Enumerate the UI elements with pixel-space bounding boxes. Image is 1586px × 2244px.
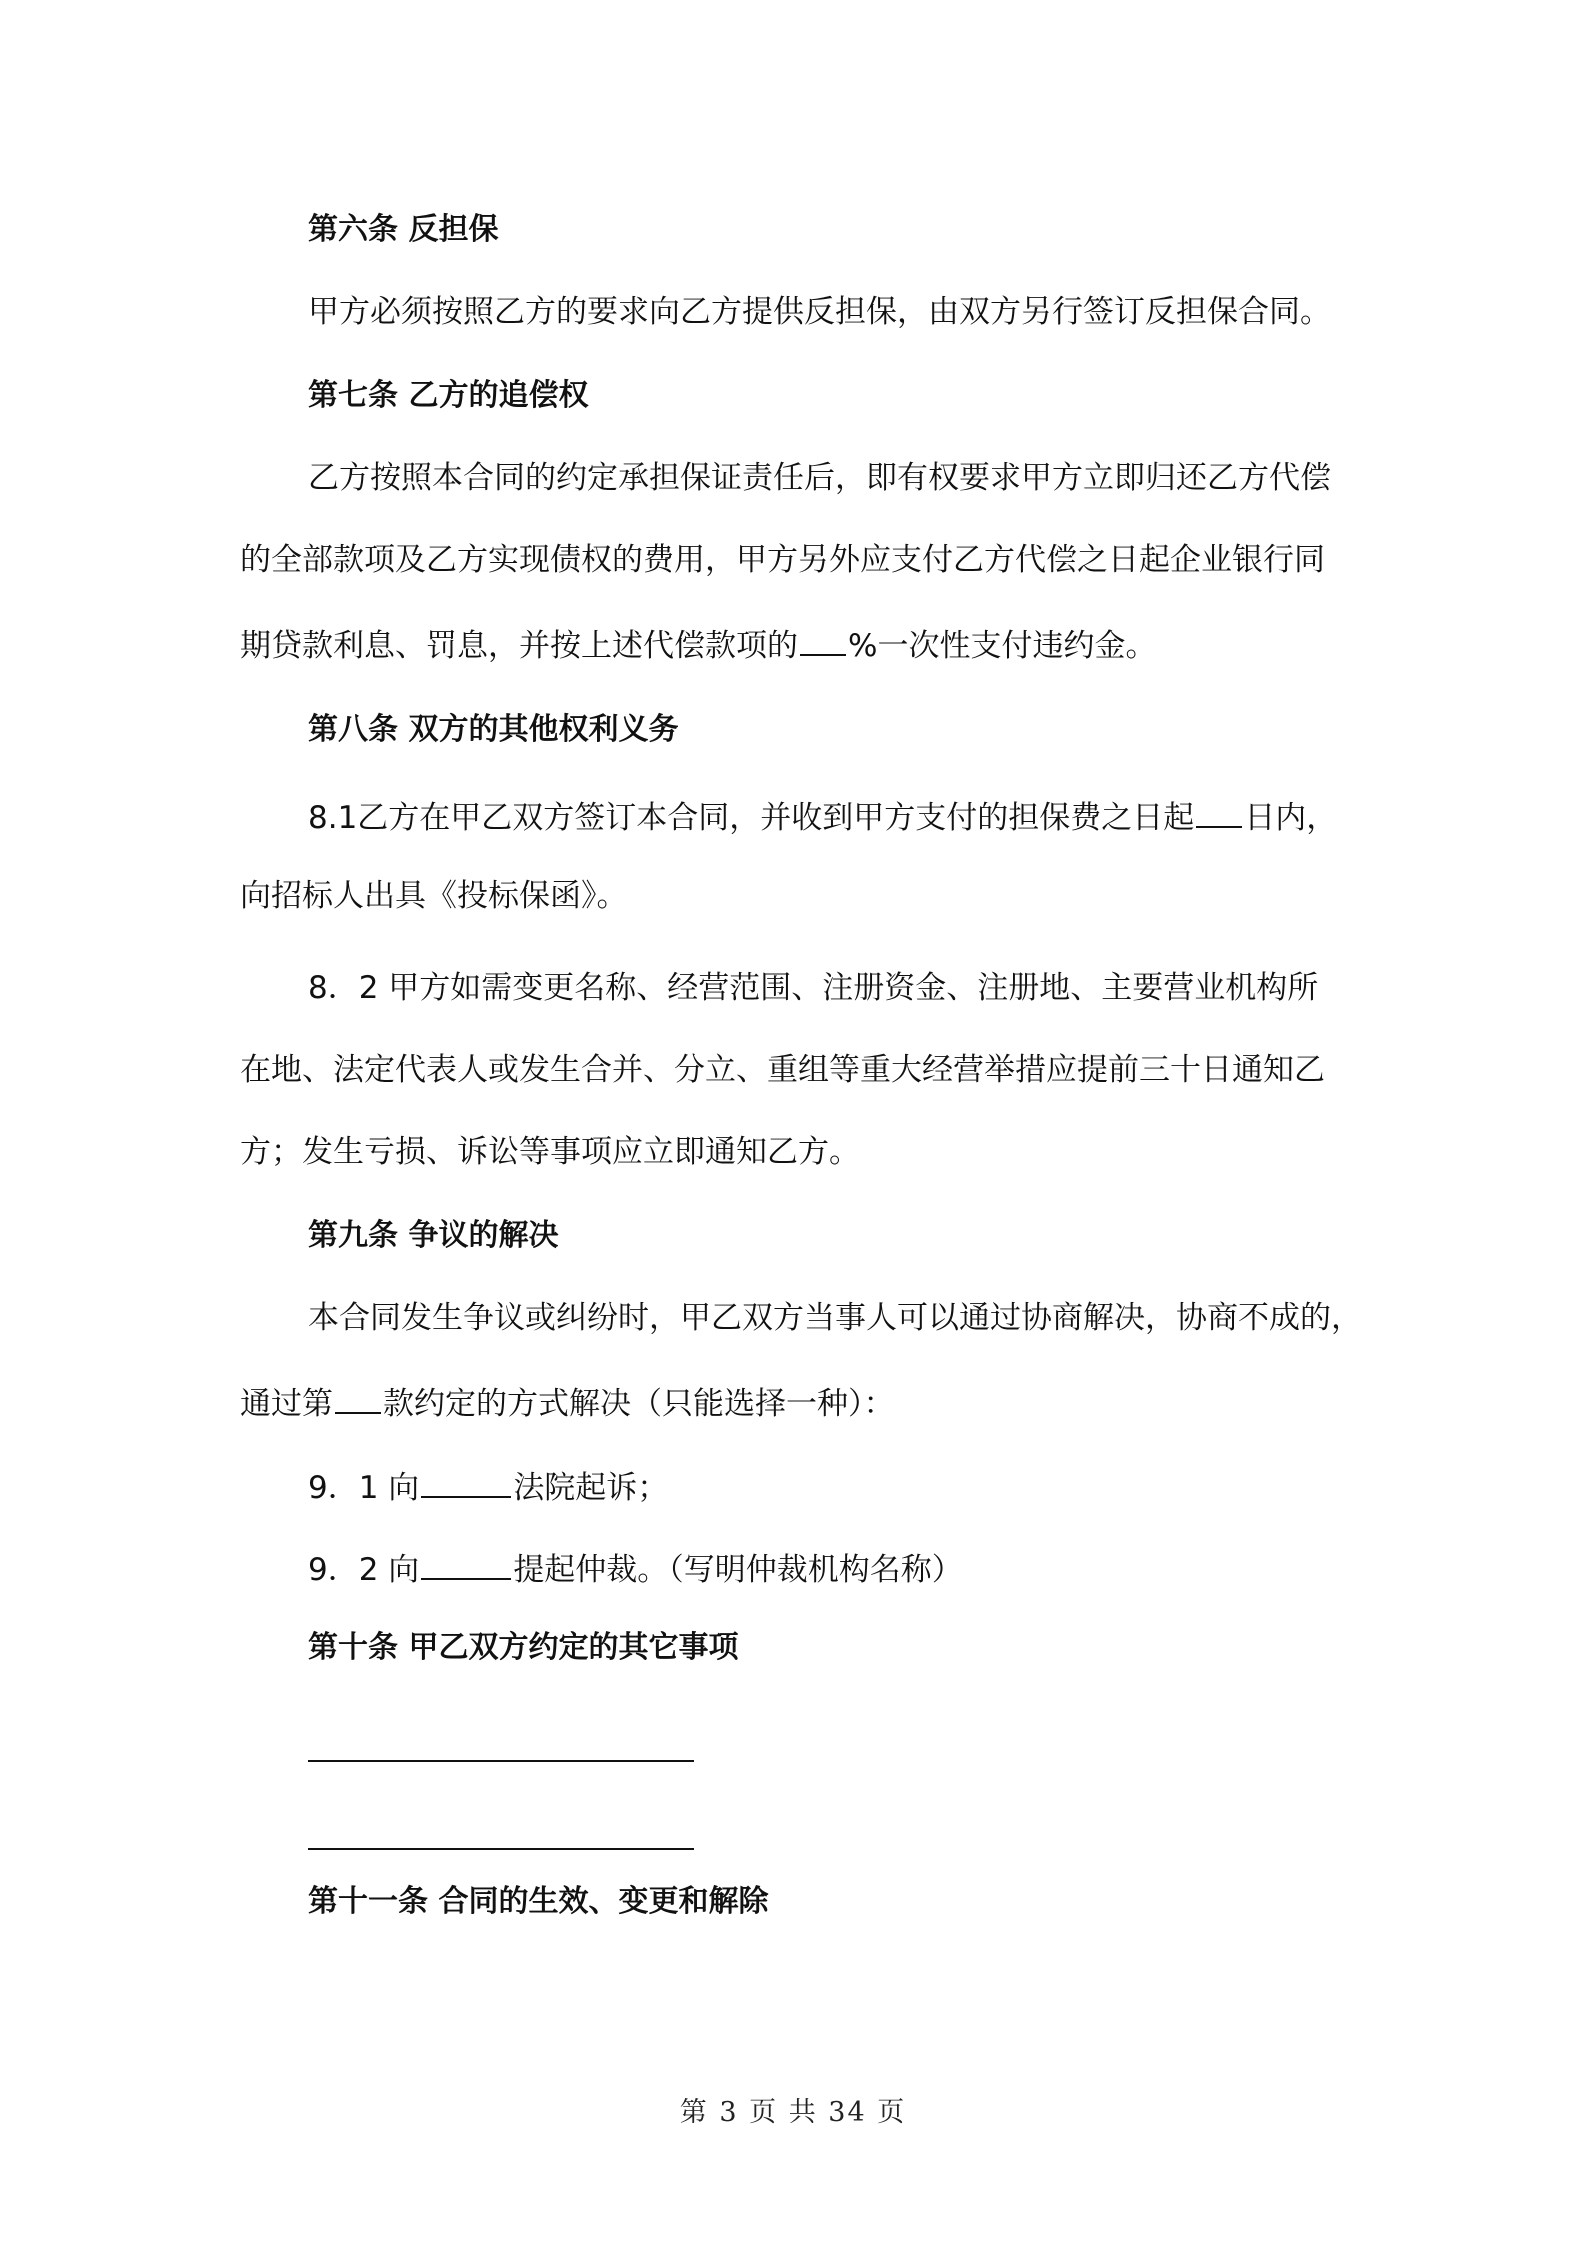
other-matters-blank-line-1[interactable] [308, 1760, 694, 1762]
article-7-text-line-3 [240, 622, 1360, 666]
article-9-option-2-end: 提起仲裁。（写明仲裁机构名称） [513, 1552, 963, 1588]
article-9-text-line-2-start: 通过第 [240, 1386, 333, 1422]
penalty-rate-blank[interactable] [800, 622, 846, 656]
article-7-text-line-3-start: 期贷款利息、罚息，并按上述代偿款项的 [240, 628, 798, 664]
article-8-1-line-1 [308, 794, 1428, 838]
article-8-2-line-1: 8．2 甲方如需变更名称、经营范围、注册资金、注册地、主要营业机构所 [308, 970, 1319, 1006]
article-8-2-line-2: 在地、法定代表人或发生合并、分立、重组等重大经营举措应提前三十日通知乙 [240, 1052, 1325, 1088]
article-7-text-line-2: 的全部款项及乙方实现债权的费用，甲方另外应支付乙方代偿之日起企业银行同 [240, 542, 1325, 578]
article-9-option-1-start: 9．1 向 [308, 1470, 420, 1506]
article-10-heading: 第十条 甲乙双方约定的其它事项 [308, 1630, 739, 1665]
article-9-heading: 第九条 争议的解决 [308, 1218, 559, 1253]
days-blank[interactable] [1196, 794, 1242, 828]
article-8-1-line-2: 向招标人出具《投标保函》。 [240, 878, 628, 914]
article-6-text: 甲方必须按照乙方的要求向乙方提供反担保，由双方另行签订反担保合同。 [308, 294, 1331, 330]
page-number-footer: 第 3 页 共 34 页 [679, 2097, 907, 2128]
article-8-1-line-1-start: 8.1乙方在甲乙双方签订本合同，并收到甲方支付的担保费之日起 [308, 800, 1195, 836]
court-name-blank[interactable] [421, 1464, 511, 1498]
article-7-heading: 第七条 乙方的追偿权 [308, 378, 589, 413]
arbitration-body-blank[interactable] [421, 1546, 511, 1580]
article-6-heading: 第六条 反担保 [308, 212, 499, 247]
article-9-text-line-2 [240, 1380, 1360, 1424]
article-8-1-line-1-end: 日内， [1244, 800, 1338, 836]
article-9-text-line-1: 本合同发生争议或纠纷时，甲乙双方当事人可以通过协商解决，协商不成的， [308, 1300, 1362, 1336]
article-7-text-line-3-end: %一次性支付违约金。 [848, 628, 1157, 664]
clause-number-blank[interactable] [335, 1380, 381, 1414]
other-matters-blank-line-2[interactable] [308, 1848, 694, 1850]
article-9-option-2-start: 9．2 向 [308, 1552, 420, 1588]
article-11-heading: 第十一条 合同的生效、变更和解除 [308, 1884, 769, 1919]
article-9-option-1 [308, 1464, 1428, 1508]
article-8-heading: 第八条 双方的其他权利义务 [308, 712, 679, 747]
article-9-option-1-end: 法院起诉； [513, 1470, 669, 1506]
article-9-option-2 [308, 1546, 1428, 1590]
article-8-2-line-3: 方；发生亏损、诉讼等事项应立即通知乙方。 [240, 1134, 860, 1170]
article-7-text-line-1: 乙方按照本合同的约定承担保证责任后，即有权要求甲方立即归还乙方代偿 [308, 460, 1331, 496]
article-9-text-line-2-end: 款约定的方式解决（只能选择一种）： [383, 1386, 895, 1422]
